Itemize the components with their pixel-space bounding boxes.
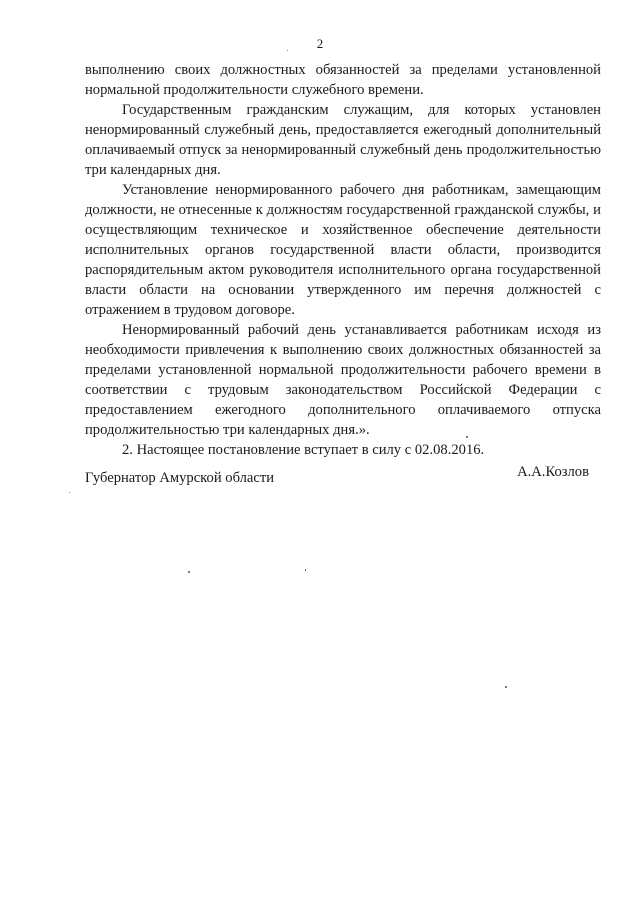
signatory-name: А.А.Козлов bbox=[517, 464, 589, 480]
paragraph-5: 2. Настоящее постановление вступает в силу с 02.08.2016. bbox=[122, 442, 485, 458]
paragraph-4: Ненормированный рабочий день устанавливается работникам исходя из необходимости привлечения к выполнению своих должностных обязанностей за пределами установленной нормальной продолжительности рабочего времени в соответствии с трудовым законодательством Российской Федерации с предоставлением ежегодного дополнительного оплачиваемого отпуска продолжительностью три календарных дня.». bbox=[85, 322, 601, 438]
document-body bbox=[85, 60, 601, 460]
scan-speck bbox=[188, 571, 190, 573]
scan-speck bbox=[305, 569, 306, 571]
page-number: 2 bbox=[316, 36, 324, 51]
scan-speck bbox=[505, 686, 507, 688]
paragraph-1: выполнению своих должностных обязанностей за пределами установленной нормальной продолжительности служебного времени. bbox=[85, 62, 601, 98]
scan-speck bbox=[287, 50, 288, 51]
signatory-position: Губернатор Амурской области bbox=[85, 470, 275, 486]
scan-speck bbox=[466, 436, 468, 438]
paragraph-2: Государственным гражданским служащим, для которых установлен ненормированный служебный день, предоставляется ежегодный дополнительный оплачиваемый отпуск за ненормированный служебный день продолжительностью три календарных дня. bbox=[85, 102, 601, 178]
scan-speck bbox=[69, 492, 70, 493]
paragraph-3: Установление ненормированного рабочего дня работникам, замещающим должности, не отнесенные к должностям государственной гражданской службы, и осуществляющим техническое и хозяйственное обеспечение деятельности исполнительных органов государственной власти области, производится распорядительным актом руководителя исполнительного органа государственной власти области на основании утвержденного им перечня должностей с отражением в трудовом договоре. bbox=[85, 182, 601, 318]
